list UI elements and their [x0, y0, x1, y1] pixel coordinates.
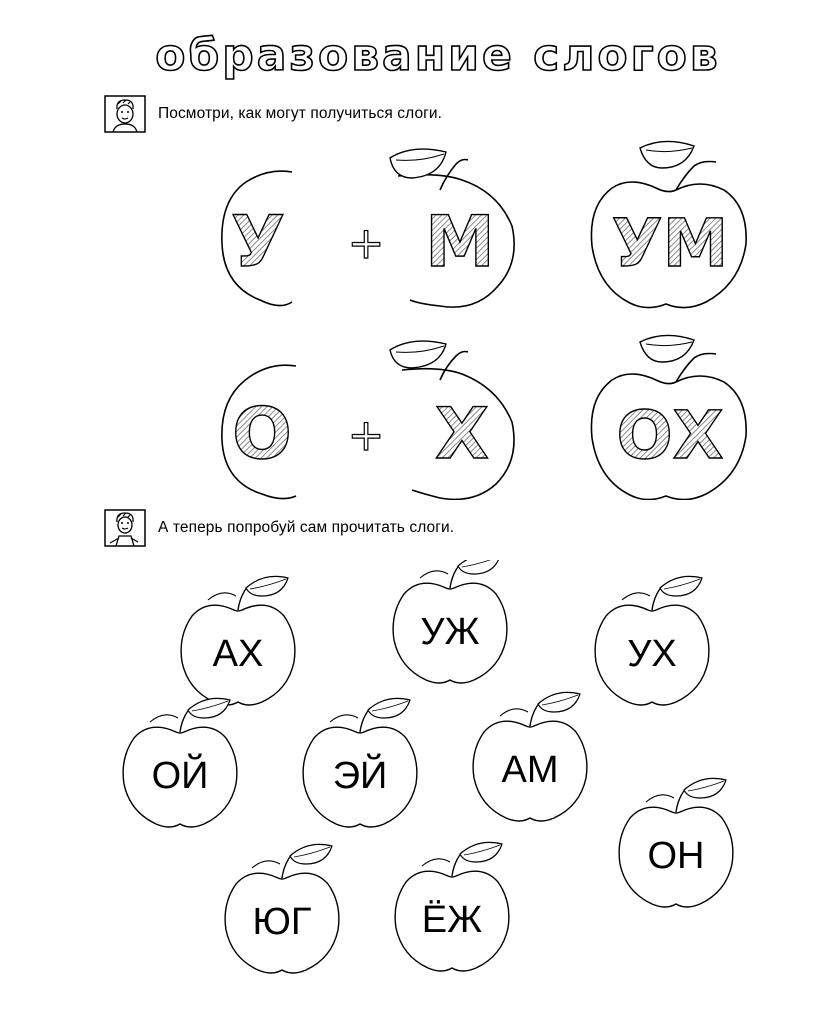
practice-syllable: АХ: [212, 633, 264, 675]
page-title: [0, 24, 816, 94]
plus-sign: +: [347, 218, 385, 269]
syllable-demo: [0, 140, 816, 500]
instruction-look: [104, 94, 442, 134]
demo-row-2: [222, 335, 746, 499]
practice-syllable: УХ: [627, 633, 677, 675]
practice-apples: [0, 560, 816, 1020]
practice-syllable: ЮГ: [252, 901, 312, 943]
child-figure-icon: [104, 509, 146, 547]
demo-syllable-result: ОХ: [616, 397, 724, 474]
practice-apple: [595, 576, 709, 705]
practice-apple: [225, 844, 339, 973]
demo-letter-second: М: [425, 201, 495, 283]
plus-sign: +: [347, 410, 385, 461]
instruction-read: [104, 508, 454, 548]
instruction-read-text: А теперь попробуй сам прочитать слоги.: [158, 519, 455, 536]
practice-syllable: ОЙ: [151, 755, 209, 797]
demo-letter-first: У: [231, 201, 285, 283]
stem-icon: [440, 160, 468, 191]
practice-apple: [473, 692, 587, 821]
practice-apple: [619, 778, 733, 907]
practice-apple: [393, 560, 507, 683]
demo-row-1: [222, 141, 746, 307]
instruction-look-text: Посмотри, как могут получиться слоги.: [158, 105, 443, 122]
practice-apple: [303, 698, 417, 827]
practice-apple: [395, 842, 509, 971]
page-title-text: образование слогов: [155, 30, 721, 81]
practice-apple: [123, 698, 237, 827]
leaf-icon: [640, 141, 694, 168]
practice-syllable: ЁЖ: [421, 899, 483, 941]
practice-apple: [181, 576, 295, 705]
practice-syllable: ЭЙ: [332, 755, 388, 797]
demo-letter-second: Х: [435, 393, 489, 475]
leaf-icon: [390, 149, 446, 178]
stem-icon: [440, 352, 468, 381]
demo-letter-first: О: [232, 393, 292, 475]
leaf-icon: [640, 335, 694, 362]
practice-syllable: АМ: [501, 749, 559, 791]
demo-syllable-result: УМ: [611, 205, 729, 282]
child-face-icon: [104, 95, 146, 133]
leaf-icon: [390, 341, 446, 368]
practice-syllable: ОН: [647, 835, 705, 877]
practice-syllable: УЖ: [420, 611, 480, 653]
